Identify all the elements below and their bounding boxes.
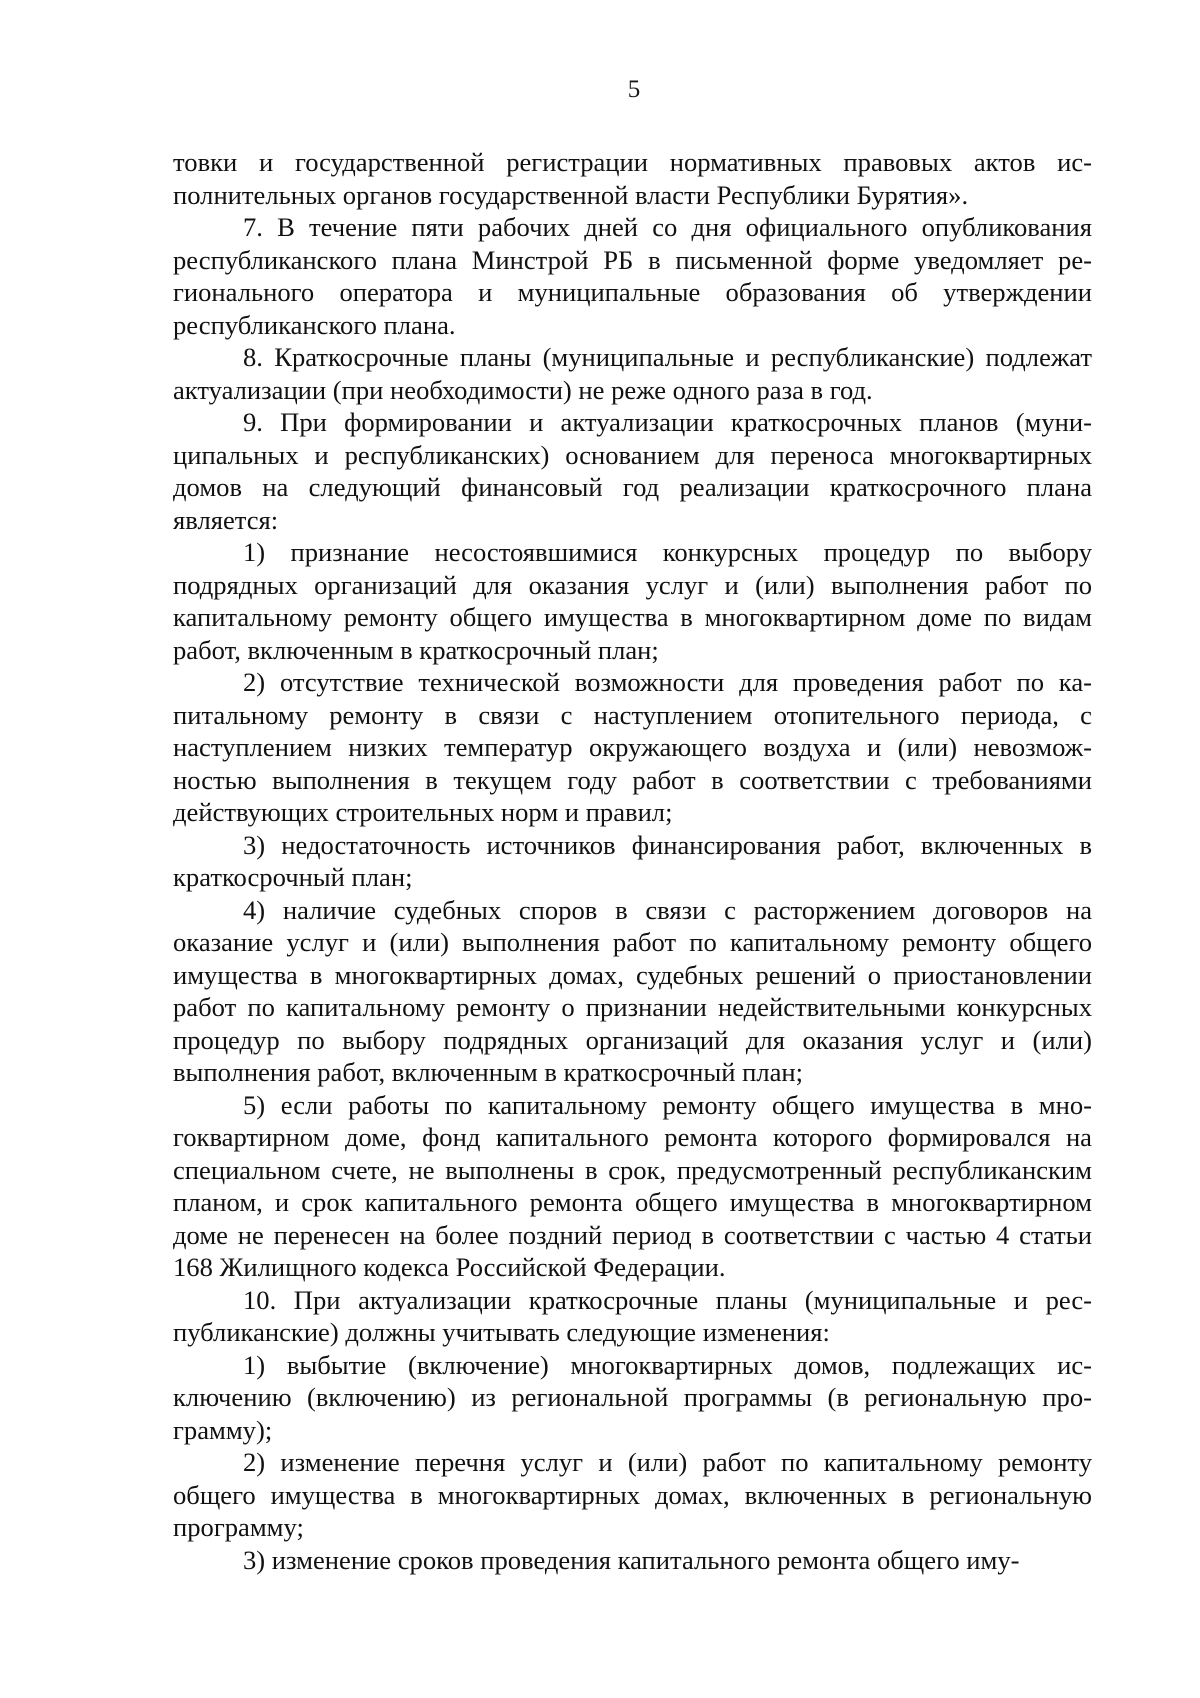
paragraph-subitem-9-1: 1) признание несостоявшимися конкурсных процедур по выбору подрядных организаций для оказания услуг и (или) выполнения работ по капитальному ремонту общего имущества в многоквартирном доме по видам работ, включенным в краткосрочный план; <box>173 537 1092 665</box>
paragraph-subitem-10-2: 2) изменение перечня услуг и (или) работ по капитальному ремонту общего имущества в многоквартирных домах, включенных в региональную программу; <box>173 1447 1092 1542</box>
page-number: 5 <box>627 76 641 103</box>
paragraph-item-9: 9. При формировании и актуализации краткосрочных планов (муниципальных и республиканских) основанием для переноса многоквартирных домов на следующий финансовый год реализации краткосрочного плана является: <box>173 407 1092 535</box>
paragraph-subitem-9-5: 5) если работы по капитальному ремонту общего имущества в многоквартирном доме, фонд капитального ремонта которого формировался на специальном счете, не выполнены в срок, предусмотренный республиканским планом, и срок капитального ремонта общего имущества в многоквартирном доме не перенесен на более поздний период в соответствии с частью 4 статьи 168 Жилищного кодекса Российской Федерации. <box>173 1089 1092 1282</box>
document-body <box>173 146 1092 1576</box>
paragraph-subitem-10-3: 3) изменение сроков проведения капитального ремонта общего иму- <box>243 1544 1020 1575</box>
paragraph-subitem-9-2: 2) отсутствие технической возможности для проведения работ по капитальному ремонту в связи с наступлением отопительного периода, с наступлением низких температур окружающего воздуха и (или) невозможностью выполнения в текущем году работ в соответствии с требованиями действующих строительных норм и правил; <box>173 667 1092 827</box>
paragraph-item-10: 10. При актуализации краткосрочные планы (муниципальные и республиканские) должны учитывать следующие изменения: <box>173 1284 1092 1347</box>
paragraph-subitem-9-3: 3) недостаточность источников финансирования работ, включенных в краткосрочный план; <box>173 829 1092 892</box>
paragraph-subitem-10-1: 1) выбытие (включение) многоквартирных домов, подлежащих исключению (включению) из региональной программы (в региональную программу); <box>173 1349 1092 1445</box>
paragraph-item-8: 8. Краткосрочные планы (муниципальные и республиканские) подлежат актуализации (при необходимости) не реже одного раза в год. <box>173 342 1092 405</box>
paragraph-continuation: товки и государственной регистрации нормативных правовых актов исполнительных органов государственной власти Республики Бурятия». <box>173 147 1092 210</box>
paragraph-subitem-9-4: 4) наличие судебных споров в связи с расторжением договоров на оказание услуг и (или) выполнения работ по капитальному ремонту общего имущества в многоквартирных домах, судебных решений о приостановлении работ по капитальному ремонту о признании недействительными конкурсных процедур по выбору подрядных организаций для оказания услуг и (или) выполнения работ, включенным в краткосрочный план; <box>173 894 1092 1087</box>
paragraph-item-7: 7. В течение пяти рабочих дней со дня официального опубликования республиканского плана Минстрой РБ в письменной форме уведомляет регионального оператора и муниципальные образования об утверждении республиканского плана. <box>173 212 1092 340</box>
